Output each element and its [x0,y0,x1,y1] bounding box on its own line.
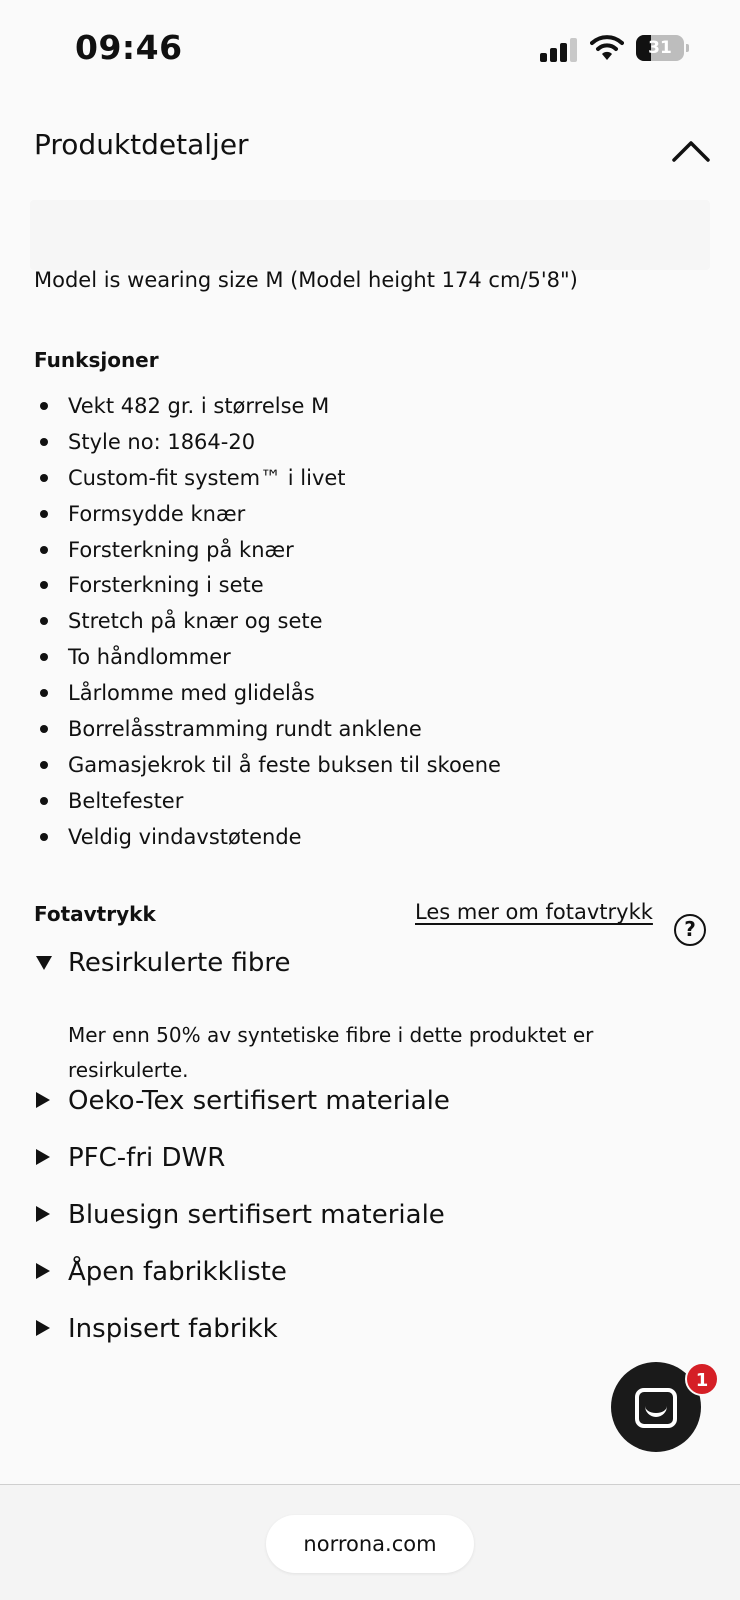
feature-text: Forsterkning i sete [68,573,264,598]
browser-bottom-bar [0,1484,740,1600]
accordion-label: Inspisert fabrikk [68,1314,278,1344]
section-title: Produktdetaljer [34,128,249,161]
feature-item [34,681,501,717]
caret-right-icon [36,1320,50,1336]
feature-item [34,825,501,861]
features-heading: Funksjoner [34,348,159,372]
feature-item [34,645,501,681]
bullet-icon [40,402,48,410]
help-icon[interactable]: ? [674,914,706,946]
accordion-item[interactable] [34,1196,714,1240]
feature-item [34,573,501,609]
caret-down-icon [36,956,52,970]
feature-text: Forsterkning på knær [68,537,294,562]
model-info: Model is wearing size M (Model height 174 cm/5'8") [34,268,578,292]
feature-item [34,430,501,466]
bullet-icon [40,546,48,554]
feature-item [34,538,501,574]
accordion-label: Oeko-Tex sertifisert materiale [68,1086,450,1116]
bullet-icon [40,474,48,482]
bullet-icon [40,689,48,697]
feature-text: Veldig vindavstøtende [68,824,302,849]
feature-item [34,502,501,538]
feature-text: Lårlomme med glidelås [68,681,315,706]
status-time: 09:46 [75,28,183,67]
feature-text: Borrelåsstramming rundt anklene [68,717,422,742]
feature-text: Stretch på knær og sete [68,609,323,634]
bullet-icon [40,438,48,446]
url-bar[interactable]: norrona.com [266,1515,474,1573]
bullet-icon [40,510,48,518]
wifi-icon [590,33,624,61]
divider-band [30,200,710,270]
notification-badge: 1 [685,1362,719,1396]
footprint-info-link[interactable]: Les mer om fotavtrykk [415,900,653,924]
caret-right-icon [36,1149,50,1165]
features-list [34,394,501,861]
battery-icon [636,35,688,61]
feature-text: Formsydde knær [68,501,246,526]
bullet-icon [40,833,48,841]
signal-icon [540,36,580,62]
bullet-icon [40,653,48,661]
feature-item [34,466,501,502]
feature-item [34,789,501,825]
product-details-header[interactable] [0,110,740,190]
feature-item [34,753,501,789]
bullet-icon [40,725,48,733]
feature-item [34,609,501,645]
feature-text: Gamasjekrok til å feste buksen til skoene [68,752,501,777]
accordion-item[interactable] [34,944,714,988]
feature-text: Custom-fit system™ i livet [68,465,346,490]
accordion-item[interactable] [34,1139,714,1183]
bullet-icon [40,797,48,805]
feature-text: To håndlommer [68,645,231,670]
bullet-icon [40,761,48,769]
battery-percent: 31 [648,38,672,58]
feature-item [34,394,501,430]
bullet-icon [40,617,48,625]
feature-item [34,717,501,753]
accordion-label: Resirkulerte fibre [68,948,291,978]
accordion-item[interactable] [34,1253,714,1297]
accordion-item[interactable] [34,1310,714,1354]
caret-right-icon [36,1206,50,1222]
accordion-body-recycled: Mer enn 50% av syntetiske fibre i dette produktet er resirkulerte. [68,1023,594,1082]
bullet-icon [40,581,48,589]
footprint-heading: Fotavtrykk [34,902,156,926]
accordion-label: Åpen fabrikkliste [68,1257,287,1287]
caret-right-icon [36,1263,50,1279]
feature-text: Beltefester [68,788,184,813]
accordion-label: PFC-fri DWR [68,1143,226,1173]
accordion-label: Bluesign sertifisert materiale [68,1200,445,1230]
status-bar [0,0,740,96]
chat-icon [635,1388,677,1428]
feature-text: Vekt 482 gr. i størrelse M [68,394,330,418]
feature-text: Style no: 1864-20 [68,429,256,454]
caret-right-icon [36,1092,50,1108]
chevron-up-icon[interactable] [668,132,714,168]
accordion-item[interactable] [34,1082,714,1126]
